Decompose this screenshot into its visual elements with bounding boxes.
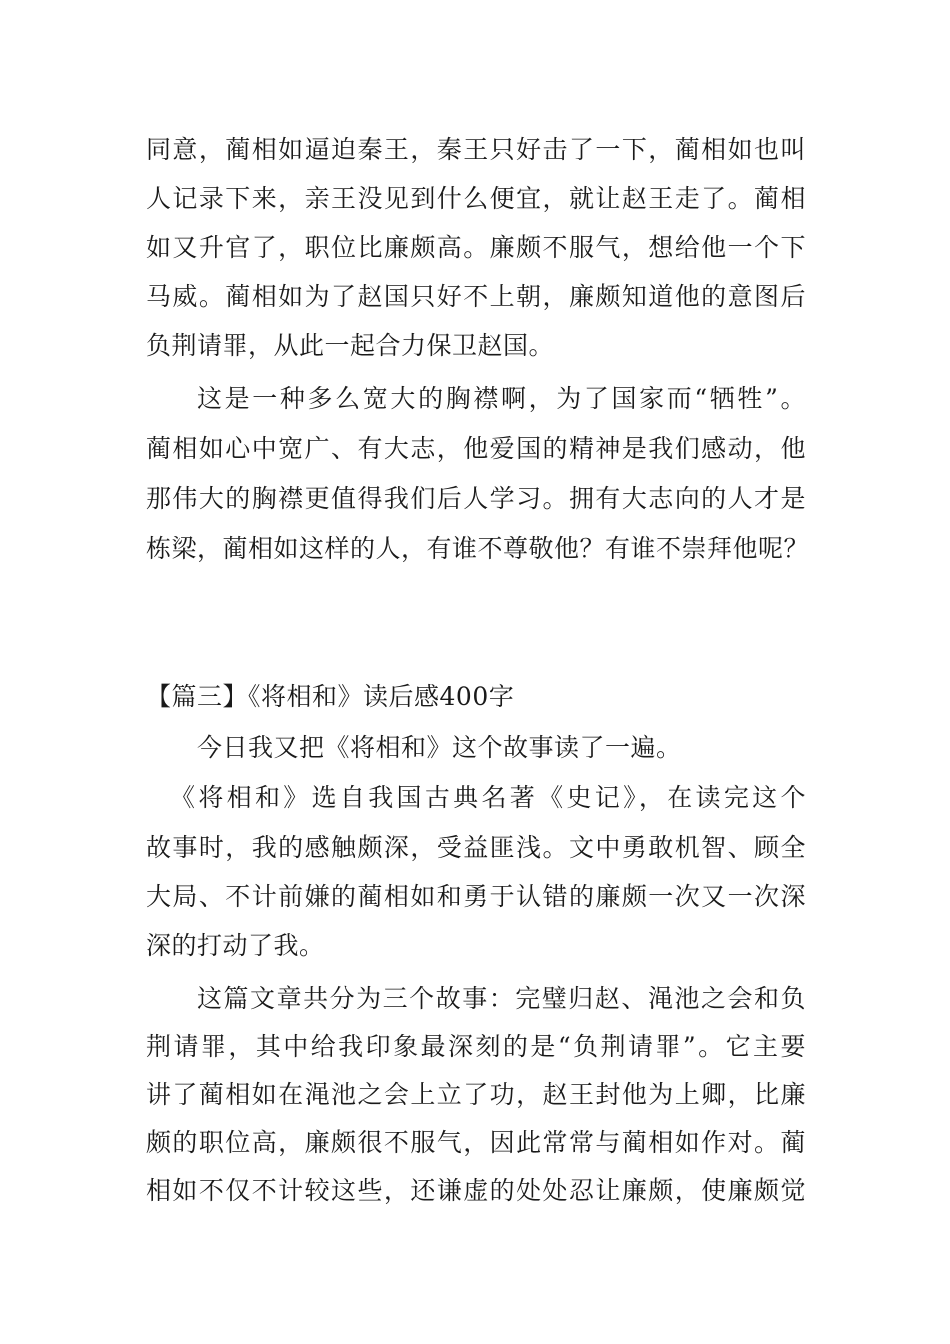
paragraph-line: 那伟大的胸襟更值得我们后人学习。拥有大志向的人才是 bbox=[146, 484, 806, 513]
paragraph-line: 同意，蔺相如逼迫秦王，秦王只好击了一下，蔺相如也叫 bbox=[146, 135, 806, 164]
paragraph-line: 蔺相如心中宽广、有大志，他爱国的精神是我们感动，他 bbox=[146, 434, 806, 463]
paragraph-line: 人记录下来，亲王没见到什么便宜，就让赵王走了。蔺相 bbox=[146, 184, 806, 213]
paragraph-line: 深的打动了我。 bbox=[146, 931, 325, 960]
paragraph-line: 栋梁，蔺相如这样的人，有谁不尊敬他？有谁不崇拜他呢？ bbox=[146, 534, 810, 563]
paragraph-line: 荆请罪，其中给我印象最深刻的是“负荆请罪”。它主要 bbox=[146, 1032, 806, 1061]
paragraph-line: 《将相和》选自我国古典名著《史记》，在读完这个 bbox=[170, 783, 806, 812]
paragraph-line: 颇的职位高，廉颇很不服气，因此常常与蔺相如作对。蔺 bbox=[146, 1128, 806, 1157]
paragraph-line: 这篇文章共分为三个故事：完璧归赵、渑池之会和负 bbox=[197, 984, 806, 1013]
paragraph-line: 马威。蔺相如为了赵国只好不上朝，廉颇知道他的意图后 bbox=[146, 282, 806, 311]
paragraph-line: 负荆请罪，从此一起合力保卫赵国。 bbox=[146, 331, 555, 360]
paragraph-line: 大局、不计前嫌的蔺相如和勇于认错的廉颇一次又一次深 bbox=[146, 882, 806, 911]
paragraph-line: 故事时，我的感触颇深，受益匪浅。文中勇敢机智、顾全 bbox=[146, 833, 806, 862]
paragraph-line: 今日我又把《将相和》这个故事读了一遍。 bbox=[197, 733, 682, 762]
paragraph-line: 相如不仅不计较这些，还谦虚的处处忍让廉颇，使廉颇觉 bbox=[146, 1176, 806, 1205]
paragraph-line: 这是一种多么宽大的胸襟啊，为了国家而“牺牲”。 bbox=[197, 384, 806, 413]
section-heading: 【篇三】《将相和》读后感400字 bbox=[146, 682, 515, 711]
paragraph-line: 讲了蔺相如在渑池之会上立了功，赵王封他为上卿，比廉 bbox=[146, 1080, 806, 1109]
paragraph-line: 如又升官了，职位比廉颇高。廉颇不服气，想给他一个下 bbox=[146, 233, 806, 262]
